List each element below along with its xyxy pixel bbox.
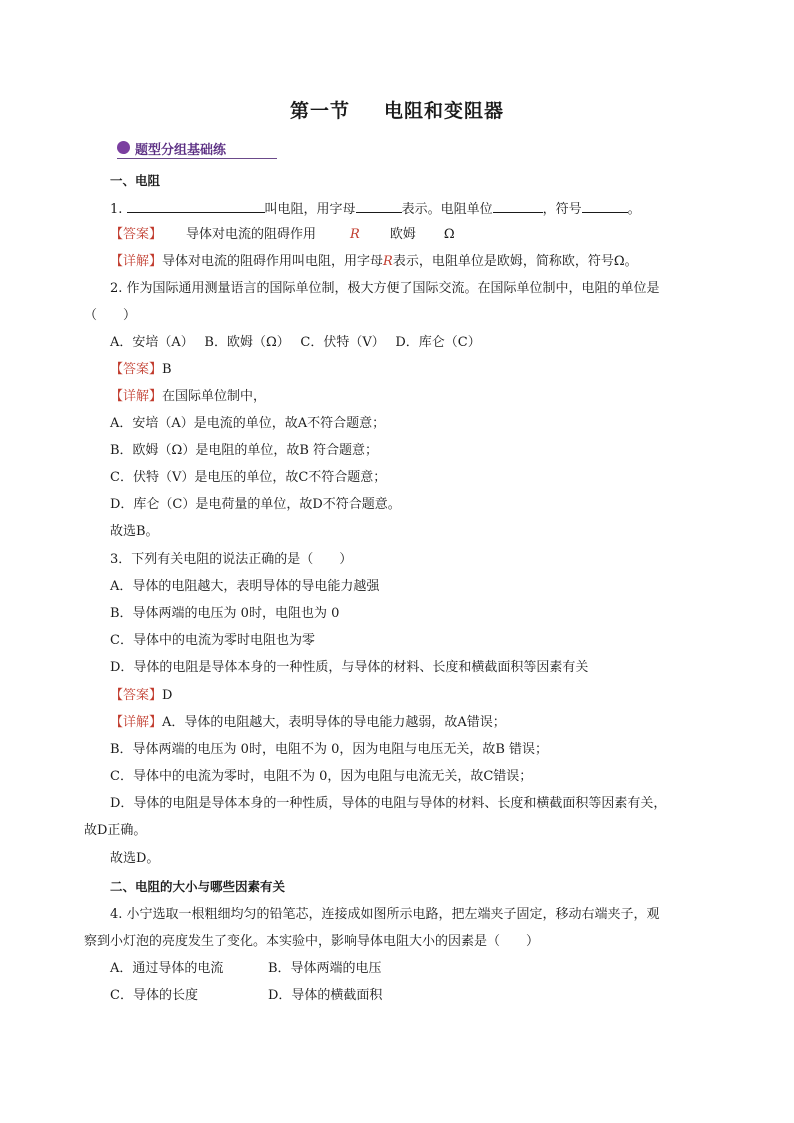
q4-options-row1 — [110, 959, 382, 979]
q3-option-c: C．导体中的电流为零时电阻也为零 — [110, 633, 315, 648]
q4-option-b: B．导体两端的电压 — [268, 961, 382, 976]
answer-tag: 【答案】 — [110, 362, 163, 377]
q2-options: A．安培（A） B．欧姆（Ω） C．伏特（V） D．库仑（C） — [110, 335, 481, 350]
q2-detail-d: D．库仑（C）是电荷量的单位，故D不符合题意。 — [110, 497, 401, 512]
q3-detail-d-cont: 故D正确。 — [84, 823, 147, 838]
q1-detail: 【详解】导体对电流的阻碍作用叫电阻，用字母R表示，电阻单位是欧姆，简称欧，符号Ω。 — [110, 254, 638, 269]
detail-tag: 【详解】 — [110, 254, 163, 269]
detail-tag: 【详解】 — [110, 389, 163, 404]
q3-answer: 【答案】D — [110, 688, 173, 703]
q4-option-a: A．通过导体的电流 — [110, 961, 224, 976]
q3-conclusion: 故选D。 — [110, 851, 160, 866]
detail-tag: 【详解】 — [110, 715, 163, 730]
q2-stem-line2: （ ） — [84, 308, 137, 323]
q3-option-a: A．导体的电阻越大，表明导体的导电能力越强 — [110, 579, 380, 594]
title-section-number: 第一节 — [289, 100, 350, 122]
q2-detail-a: A．安培（A）是电流的单位，故A不符合题意； — [110, 416, 386, 431]
section-tag-label: 题型分组基础练 — [135, 143, 227, 158]
heading-resistance: 一、电阻 — [110, 173, 161, 188]
section-tag — [117, 138, 277, 159]
q4-options-row2 — [110, 986, 382, 1006]
q1-stem: 1. 叫电阻，用字母 表示。电阻单位 ，符号 。 — [110, 198, 641, 220]
q1-answer: 【答案】 导体对电流的阻碍作用 R 欧姆 Ω — [110, 227, 455, 242]
q2-stem-line1: 2. 作为国际通用测量语言的国际单位制，极大方便了国际交流。在国际单位制中，电阻的单位是 — [110, 281, 660, 296]
page-title — [0, 96, 794, 123]
q2-detail: 【详解】在国际单位制中， — [110, 389, 267, 404]
q3-detail-b: B．导体两端的电压为 0时，电阻不为 0，因为电阻与电压无关，故B 错误； — [110, 742, 549, 757]
q4-option-d: D．导体的横截面积 — [268, 988, 383, 1003]
q4-option-c: C．导体的长度 — [110, 988, 198, 1003]
fill-blank — [493, 198, 543, 213]
q3-detail-a: 【详解】A．导体的电阻越大，表明导体的导电能力越弱，故A错误； — [110, 715, 506, 730]
answer-tag: 【答案】 — [110, 688, 163, 703]
q2-detail-b: B．欧姆（Ω）是电阻的单位，故B 符合题意； — [110, 443, 379, 458]
title-topic: 电阻和变阻器 — [384, 100, 505, 122]
q3-stem: 3．下列有关电阻的说法正确的是（ ） — [110, 552, 353, 567]
q4-stem-line2: 察到小灯泡的亮度发生了变化。本实验中，影响导体电阻大小的因素是（ ） — [84, 934, 540, 949]
answer-tag: 【答案】 — [110, 227, 163, 242]
heading-resistance-factors: 二、电阻的大小与哪些因素有关 — [110, 879, 286, 894]
bullet-dot-icon — [117, 141, 130, 154]
fill-blank — [356, 198, 402, 213]
q3-option-b: B．导体两端的电压为 0时，电阻也为 0 — [110, 606, 340, 621]
fill-blank — [582, 198, 628, 213]
q2-conclusion: 故选B。 — [110, 524, 159, 539]
q4-stem-line1: 4. 小宁选取一根粗细均匀的铅笔芯，连接成如图所示电路，把左端夹子固定，移动右端夹子，观 — [110, 907, 660, 922]
q3-detail-d: D．导体的电阻是导体本身的一种性质，导体的电阻与导体的材料、长度和横截面积等因素有关， — [110, 796, 667, 811]
q3-detail-c: C．导体中的电流为零时，电阻不为 0，因为电阻与电流无关，故C错误； — [110, 769, 533, 784]
fill-blank — [127, 198, 265, 213]
q3-option-d: D．导体的电阻是导体本身的一种性质，与导体的材料、长度和横截面积等因素有关 — [110, 660, 589, 675]
q2-answer: 【答案】B — [110, 362, 172, 377]
q2-detail-c: C．伏特（V）是电压的单位，故C不符合题意； — [110, 470, 387, 485]
